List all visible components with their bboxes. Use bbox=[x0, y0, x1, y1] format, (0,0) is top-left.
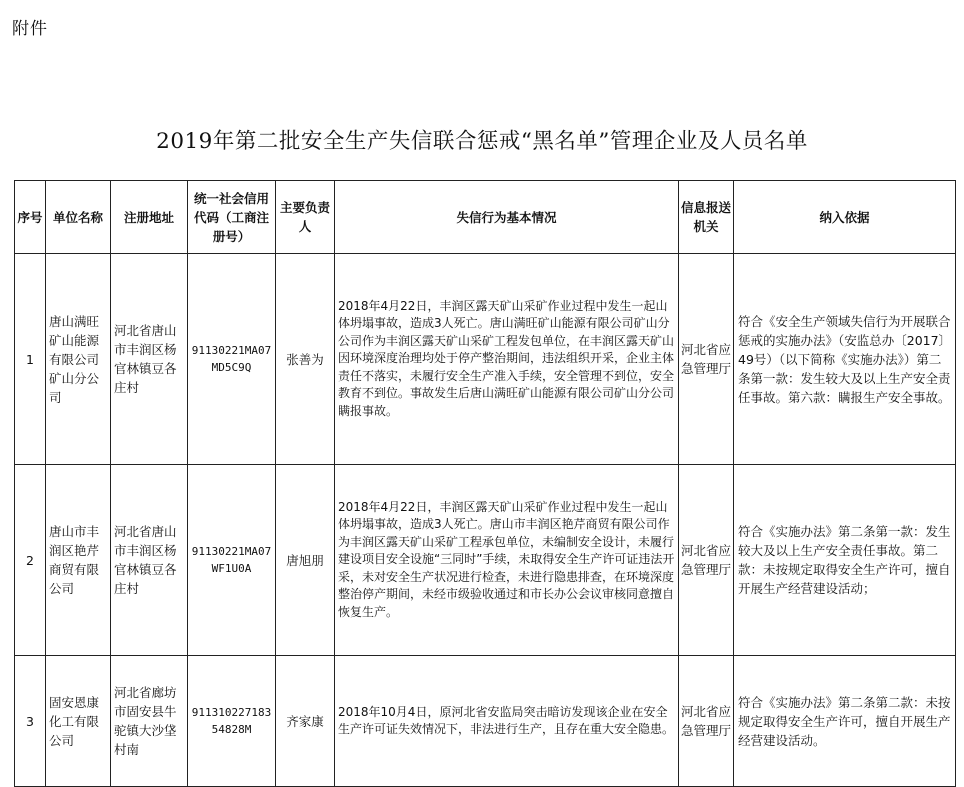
table-row bbox=[15, 656, 956, 787]
header-address: 注册地址 bbox=[111, 181, 188, 254]
cell-no: 3 bbox=[15, 656, 46, 787]
cell-address: 河北省唐山市丰润区杨官林镇豆各庄村 bbox=[111, 254, 188, 465]
cell-behavior: 2018年4月22日，丰润区露天矿山采矿作业过程中发生一起山体坍塌事故，造成3人死亡。唐山满旺矿山能源有限公司矿山分公司作为丰润区露天矿山采矿工程发包单位，在丰润区露天矿山因环境深度治理均处于停产整治期间，违法组织开采，企业主体责任不落实，未履行安全生产准入手续，安全管理不到位，安全教育不到位。事故发生后唐山满旺矿山能源有限公司矿山分公司瞒报事故。 bbox=[335, 254, 679, 465]
cell-responsible: 张善为 bbox=[276, 254, 335, 465]
cell-credit-code: 91130221MA07MD5C9Q bbox=[188, 254, 276, 465]
blacklist-table bbox=[14, 180, 956, 787]
cell-responsible: 齐家康 bbox=[276, 656, 335, 787]
header-behavior: 失信行为基本情况 bbox=[335, 181, 679, 254]
header-credit-code: 统一社会信用代码（工商注册号） bbox=[188, 181, 276, 254]
cell-basis: 符合《实施办法》第二条第二款：未按规定取得安全生产许可，擅自开展生产经营建设活动。 bbox=[734, 656, 956, 787]
cell-authority: 河北省应急管理厅 bbox=[679, 656, 734, 787]
cell-no: 1 bbox=[15, 254, 46, 465]
cell-company: 唐山满旺矿山能源有限公司矿山分公司 bbox=[46, 254, 111, 465]
cell-company: 唐山市丰润区艳芹商贸有限公司 bbox=[46, 465, 111, 656]
cell-authority: 河北省应急管理厅 bbox=[679, 254, 734, 465]
header-responsible: 主要负责人 bbox=[276, 181, 335, 254]
cell-credit-code: 91130221MA07WF1U0A bbox=[188, 465, 276, 656]
cell-behavior: 2018年4月22日，丰润区露天矿山采矿作业过程中发生一起山体坍塌事故，造成3人死亡。唐山市丰润区艳芹商贸有限公司作为丰润区露天矿山采矿工程承包单位，未编制安全设计，未履行建设项目安全设施“三同时”手续，未取得安全生产许可证违法开采，未对安全生产状况进行检查，未进行隐患排查，在环境深度整治停产期间，未经市级验收通过和市长办公会议审核同意擅自恢复生产。 bbox=[335, 465, 679, 656]
cell-basis: 符合《实施办法》第二条第一款：发生较大及以上生产安全责任事故。第二款：未按规定取得安全生产许可，擅自开展生产经营建设活动； bbox=[734, 465, 956, 656]
header-company: 单位名称 bbox=[46, 181, 111, 254]
table-header-row bbox=[15, 181, 956, 254]
cell-credit-code: 91131022718354828M bbox=[188, 656, 276, 787]
cell-address: 河北省廊坊市固安县牛驼镇大沙垡村南 bbox=[111, 656, 188, 787]
cell-no: 2 bbox=[15, 465, 46, 656]
cell-address: 河北省唐山市丰润区杨官林镇豆各庄村 bbox=[111, 465, 188, 656]
cell-authority: 河北省应急管理厅 bbox=[679, 465, 734, 656]
header-basis: 纳入依据 bbox=[734, 181, 956, 254]
header-no: 序号 bbox=[15, 181, 46, 254]
cell-responsible: 唐旭朋 bbox=[276, 465, 335, 656]
cell-behavior: 2018年10月4日，原河北省安监局突击暗访发现该企业在安全生产许可证失效情况下，非法进行生产，且存在重大安全隐患。 bbox=[335, 656, 679, 787]
cell-company: 固安恩康化工有限公司 bbox=[46, 656, 111, 787]
cell-basis: 符合《安全生产领域失信行为开展联合惩戒的实施办法》（安监总办〔2017〕49号）（以下简称《实施办法》）第二条第一款：发生较大及以上生产安全责任事故。第六款：瞒报生产安全事故。 bbox=[734, 254, 956, 465]
table-row bbox=[15, 465, 956, 656]
page-title: 2019年第二批安全生产失信联合惩戒“黑名单”管理企业及人员名单 bbox=[156, 129, 808, 154]
table-row bbox=[15, 254, 956, 465]
attachment-label: 附件 bbox=[12, 19, 48, 39]
header-authority: 信息报送机关 bbox=[679, 181, 734, 254]
